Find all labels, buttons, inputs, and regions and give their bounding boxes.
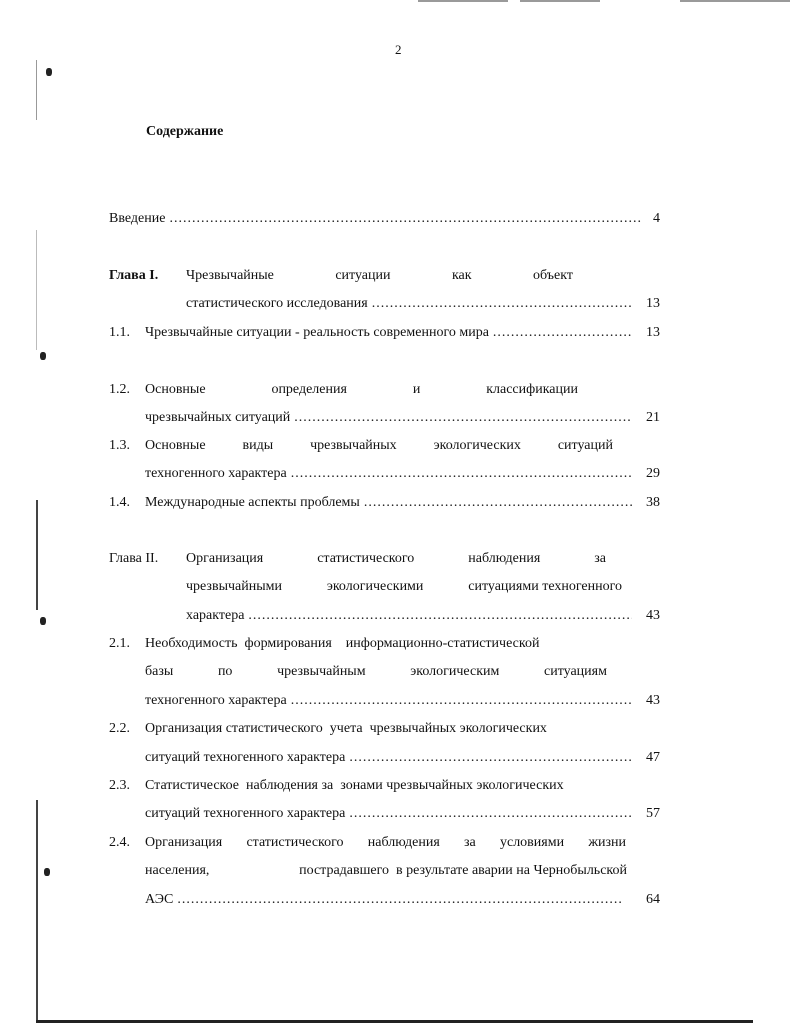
toc-entry-2-2-cont: ситуаций техногенного характера ..... [145, 749, 632, 767]
page-number: 2 [395, 42, 402, 57]
toc-page: 13 [646, 325, 660, 340]
scan-edge-left [36, 60, 37, 120]
toc-entry-2-1: Необходимость формирования информационно-статистической [145, 636, 540, 651]
toc-leader [489, 324, 632, 342]
toc-page: 64 [646, 892, 660, 907]
toc-entry-chapter1: Чрезвычайные ситуации как объект [186, 268, 573, 283]
chapter-label: Глава II. [109, 551, 159, 566]
toc-page: 47 [646, 750, 660, 765]
toc-page: 57 [646, 806, 660, 821]
toc-entry-chapter1-cont: статистического исследования ..... [186, 295, 632, 313]
toc-entry-intro [109, 210, 642, 228]
scan-mark [44, 868, 50, 876]
toc-leader [173, 891, 622, 909]
toc-entry-2-3-cont: ситуаций техногенного характера ..... [145, 805, 632, 823]
toc-leader [165, 210, 642, 228]
toc-entry-1-1: Чрезвычайные ситуации - реальность современного мира ..... [145, 324, 632, 342]
toc-entry-chapter2-line2: чрезвычайными экологическими ситуациями техногенного [186, 579, 622, 594]
toc-entry-1-2-cont: чрезвычайных ситуаций ..... [145, 409, 632, 427]
scan-edge-top [418, 0, 508, 2]
page-title: Содержание [146, 124, 224, 139]
toc-page: 29 [646, 466, 660, 481]
toc-page: 4 [653, 211, 660, 226]
toc-entry-2-4-cont: АЭС ..... [145, 891, 622, 909]
toc-entry-chapter2: Организация статистического наблюдения за [186, 551, 606, 566]
chapter-label: Глава I. [109, 268, 159, 283]
scan-edge-bottom [36, 1020, 753, 1023]
toc-leader [345, 805, 632, 823]
scan-edge-left [36, 230, 37, 350]
toc-page: 21 [646, 410, 660, 425]
scan-mark [46, 68, 52, 76]
toc-leader [345, 749, 632, 767]
toc-leader [290, 409, 632, 427]
toc-leader [287, 465, 632, 483]
scan-edge-left [36, 800, 38, 1020]
toc-leader [360, 494, 632, 512]
toc-entry-2-4: Организация статистического наблюдения за условиями жизни [145, 835, 626, 850]
scan-edge-top [680, 0, 790, 2]
toc-entry-2-4-line2: населения, пострадавшего в результате аварии на Чернобыльской [145, 863, 627, 878]
toc-entry-1-4: Международные аспекты проблемы ..... [145, 494, 632, 512]
toc-entry-2-2: Организация статистического учета чрезвычайных экологических [145, 721, 547, 736]
toc-page: 43 [646, 608, 660, 623]
scan-mark [40, 352, 46, 360]
section-number: 2.3. [109, 778, 130, 793]
toc-page: 43 [646, 693, 660, 708]
toc-page: 38 [646, 495, 660, 510]
scan-edge-left [36, 500, 38, 610]
toc-entry-1-2: Основные определения и классификации [145, 382, 578, 397]
toc-leader [287, 692, 632, 710]
toc-entry-1-3-cont: техногенного характера ..... [145, 465, 632, 483]
section-number: 1.2. [109, 382, 130, 397]
toc-entry-2-1-cont: техногенного характера ..... [145, 692, 632, 710]
section-number: 1.4. [109, 495, 130, 510]
scan-edge-top [520, 0, 600, 2]
section-number: 2.1. [109, 636, 130, 651]
section-number: 2.2. [109, 721, 130, 736]
toc-entry-2-1-line2: базы по чрезвычайным экологическим ситуациям [145, 664, 607, 679]
toc-entry-chapter2-cont: характера ..... [186, 607, 632, 625]
section-number: 1.1. [109, 325, 130, 340]
scan-mark [40, 617, 46, 625]
toc-entry-label: Введение [109, 211, 166, 226]
toc-leader [244, 607, 632, 625]
toc-page: 13 [646, 296, 660, 311]
toc-entry-2-3: Статистическое наблюдения за зонами чрезвычайных экологических [145, 778, 564, 793]
section-number: 1.3. [109, 438, 130, 453]
section-number: 2.4. [109, 835, 130, 850]
toc-entry-1-3: Основные виды чрезвычайных экологических ситуаций [145, 438, 613, 453]
toc-leader [368, 295, 632, 313]
